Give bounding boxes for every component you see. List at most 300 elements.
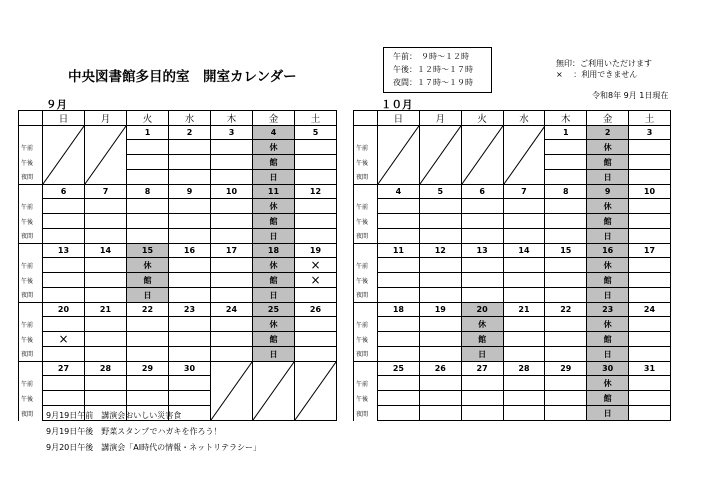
day-number: 4: [253, 126, 295, 140]
slot-cell: [378, 332, 420, 347]
slot-cell: [629, 347, 671, 362]
week-spacer: [354, 244, 378, 258]
day-number: 17: [629, 244, 671, 258]
closed-day-cell: 休: [587, 258, 629, 273]
slot-cell: [503, 391, 545, 406]
closed-day-cell: 日: [587, 229, 629, 244]
slot-cell: [211, 258, 253, 273]
day-number: 10: [629, 185, 671, 199]
day-number: 20: [461, 303, 503, 317]
slot-cell: [127, 229, 169, 244]
day-number: 8: [545, 185, 587, 199]
day-number: 4: [378, 185, 420, 199]
slot-cell: [85, 317, 127, 332]
event-note: 9月20日午後 講演会「AI時代の情報・ネットリテラシー」: [46, 443, 261, 452]
slot-label: 午前: [19, 258, 43, 273]
day-number: 11: [378, 244, 420, 258]
week-spacer: [19, 185, 43, 199]
closed-day-cell: 休: [587, 376, 629, 391]
no-date-slash: [462, 126, 503, 184]
closed-day-cell: 日: [587, 406, 629, 421]
closed-day-cell: 日: [587, 347, 629, 362]
slot-label: 午前: [19, 199, 43, 214]
opening-hours-box: [383, 47, 492, 93]
slot-cell: [211, 317, 253, 332]
slot-label: 夜間: [19, 406, 43, 421]
weekday-header: 金: [253, 111, 295, 126]
slot-cell: [545, 199, 587, 214]
day-number: 27: [461, 362, 503, 376]
empty-day: [461, 126, 503, 185]
slot-cell: [545, 288, 587, 303]
slot-cell: [461, 288, 503, 303]
slot-label: 夜間: [19, 229, 43, 244]
slot-cell: [169, 376, 211, 391]
day-number: 20: [43, 303, 85, 317]
slot-cell: [461, 214, 503, 229]
day-number: 29: [545, 362, 587, 376]
slot-cell: [503, 406, 545, 421]
day-number: 15: [545, 244, 587, 258]
day-number: 15: [127, 244, 169, 258]
slot-label: 午前: [19, 140, 43, 155]
day-number: 28: [503, 362, 545, 376]
calendar-october: [353, 110, 671, 421]
slot-cell: [419, 317, 461, 332]
day-number: 12: [295, 185, 337, 199]
closed-day-cell: 館: [587, 391, 629, 406]
slot-cell: [85, 199, 127, 214]
slot-cell: [85, 376, 127, 391]
day-number: 19: [295, 244, 337, 258]
slot-cell: [85, 229, 127, 244]
month-label-october: １０月: [381, 99, 413, 111]
slot-cell: [545, 406, 587, 421]
slot-cell: [378, 391, 420, 406]
slot-cell: [629, 258, 671, 273]
hours-evening: 夜間：１７時～１９時: [393, 78, 473, 87]
slot-cell: [545, 376, 587, 391]
slot-cell: [461, 229, 503, 244]
no-date-slash: [504, 126, 545, 184]
slot-cell: [378, 258, 420, 273]
slot-cell: [169, 140, 211, 155]
week-spacer: [19, 303, 43, 317]
slot-cell: [629, 332, 671, 347]
slot-cell: [127, 347, 169, 362]
slot-cell: [378, 288, 420, 303]
slot-cell: [127, 140, 169, 155]
slot-label: 夜間: [19, 288, 43, 303]
day-number: 9: [587, 185, 629, 199]
closed-day-cell: 館: [587, 155, 629, 170]
slot-cell: [85, 214, 127, 229]
closed-day-cell: 日: [253, 288, 295, 303]
day-number: 21: [85, 303, 127, 317]
closed-day-cell: 館: [253, 273, 295, 288]
slot-cell: [461, 258, 503, 273]
day-number: 14: [503, 244, 545, 258]
closed-day-cell: 休: [587, 140, 629, 155]
hours-morning: 午前： ９時～１２時: [393, 52, 469, 61]
slot-cell: [503, 347, 545, 362]
closed-day-cell: 日: [587, 170, 629, 185]
slot-label: 午後: [19, 391, 43, 406]
slot-cell: [211, 214, 253, 229]
day-number: 25: [253, 303, 295, 317]
week-spacer: [19, 362, 43, 376]
legend-available: 無印：ご利用いただけます: [556, 59, 652, 68]
slot-cell: [378, 317, 420, 332]
no-date-slash: [85, 126, 126, 184]
closed-day-cell: 館: [253, 214, 295, 229]
day-number: 16: [587, 244, 629, 258]
day-number: 6: [461, 185, 503, 199]
slot-cell: [629, 288, 671, 303]
day-number: 24: [629, 303, 671, 317]
day-number: 22: [545, 303, 587, 317]
closed-day-cell: 館: [587, 214, 629, 229]
day-number: 2: [587, 126, 629, 140]
slot-cell: [378, 199, 420, 214]
slot-cell: [629, 229, 671, 244]
slot-cell: [295, 170, 337, 185]
slot-label: 午後: [19, 155, 43, 170]
closed-day-cell: 休: [253, 317, 295, 332]
slot-label: 午前: [354, 199, 378, 214]
weekday-header: 日: [378, 111, 420, 126]
slot-cell: [85, 332, 127, 347]
month-label-september: ９月: [46, 99, 67, 111]
closed-day-cell: 日: [127, 288, 169, 303]
slot-cell: [85, 347, 127, 362]
slot-cell: [378, 347, 420, 362]
empty-day: [85, 126, 127, 185]
slot-cell: [295, 317, 337, 332]
slot-cell: [419, 332, 461, 347]
empty-day: [295, 362, 337, 421]
slot-cell: [211, 288, 253, 303]
slot-cell: [629, 391, 671, 406]
slot-cell: [169, 347, 211, 362]
no-date-slash: [43, 126, 84, 184]
day-number: 2: [169, 126, 211, 140]
slot-cell: [461, 376, 503, 391]
event-note: 9月19日午前 講演会おいしい災害食: [46, 411, 182, 420]
day-number: 17: [211, 244, 253, 258]
day-number: 18: [253, 244, 295, 258]
slot-cell: [211, 332, 253, 347]
slot-cell: [169, 332, 211, 347]
no-date-slash: [420, 126, 461, 184]
slot-cell: [85, 391, 127, 406]
slot-cell: [169, 170, 211, 185]
day-number: 24: [211, 303, 253, 317]
slot-cell: [629, 199, 671, 214]
no-date-slash: [378, 126, 419, 184]
day-number: 19: [419, 303, 461, 317]
slot-cell: [127, 170, 169, 185]
slot-cell: [295, 229, 337, 244]
slot-label: 午後: [354, 332, 378, 347]
day-number: 7: [503, 185, 545, 199]
slot-label: 午後: [19, 273, 43, 288]
slot-label: 午後: [354, 155, 378, 170]
day-number: 1: [127, 126, 169, 140]
slot-cell: [211, 170, 253, 185]
slot-cell: [545, 332, 587, 347]
closed-day-cell: 休: [587, 199, 629, 214]
slot-cell: [419, 273, 461, 288]
day-number: 25: [378, 362, 420, 376]
as-of-date: 令和8年 9月 1日現在: [592, 91, 669, 100]
day-number: 23: [587, 303, 629, 317]
slot-label: 午前: [354, 140, 378, 155]
day-number: 3: [629, 126, 671, 140]
slot-cell: [419, 347, 461, 362]
day-number: 31: [629, 362, 671, 376]
unavailable-mark: ×: [43, 332, 85, 347]
day-number: 8: [127, 185, 169, 199]
slot-cell: [169, 199, 211, 214]
calendar-september: [18, 110, 337, 421]
day-number: 5: [295, 126, 337, 140]
slot-cell: [419, 199, 461, 214]
closed-day-cell: 休: [253, 140, 295, 155]
slot-label: 午後: [19, 332, 43, 347]
slot-cell: [43, 288, 85, 303]
closed-day-cell: 休: [253, 258, 295, 273]
event-note: 9月19日午後 野菜スタンプでハガキを作ろう！: [46, 427, 222, 436]
slot-cell: [169, 214, 211, 229]
weekday-header: 水: [503, 111, 545, 126]
day-number: 1: [545, 126, 587, 140]
no-date-slash: [295, 362, 336, 420]
week-spacer: [19, 126, 43, 140]
closed-day-cell: 日: [461, 347, 503, 362]
day-number: 30: [587, 362, 629, 376]
day-number: 13: [43, 244, 85, 258]
slot-cell: [43, 347, 85, 362]
closed-day-cell: 館: [253, 332, 295, 347]
unavailable-mark: ×: [295, 273, 337, 288]
slot-cell: [127, 376, 169, 391]
slot-cell: [169, 155, 211, 170]
day-number: 27: [43, 362, 85, 376]
slot-cell: [419, 229, 461, 244]
legend: [556, 58, 652, 80]
closed-day-cell: 館: [587, 332, 629, 347]
week-spacer: [354, 185, 378, 199]
closed-day-cell: 日: [587, 288, 629, 303]
slot-cell: [545, 317, 587, 332]
slot-cell: [169, 258, 211, 273]
slot-cell: [127, 214, 169, 229]
day-number: 10: [211, 185, 253, 199]
slot-cell: [295, 214, 337, 229]
slot-cell: [169, 229, 211, 244]
day-number: 18: [378, 303, 420, 317]
slot-cell: [295, 199, 337, 214]
slot-cell: [378, 229, 420, 244]
slot-label: 午前: [354, 376, 378, 391]
day-number: 22: [127, 303, 169, 317]
unavailable-mark: ×: [295, 258, 337, 273]
slot-cell: [169, 391, 211, 406]
closed-day-cell: 館: [127, 273, 169, 288]
slot-cell: [629, 273, 671, 288]
weekday-header: 土: [295, 111, 337, 126]
slot-cell: [127, 391, 169, 406]
closed-day-cell: 館: [253, 155, 295, 170]
slot-cell: [629, 214, 671, 229]
slot-cell: [127, 332, 169, 347]
slot-cell: [503, 229, 545, 244]
slot-label: 夜間: [354, 406, 378, 421]
closed-day-cell: 館: [587, 273, 629, 288]
event-notes: [46, 408, 261, 456]
slot-cell: [378, 406, 420, 421]
slot-cell: [503, 376, 545, 391]
closed-day-cell: 日: [253, 170, 295, 185]
week-spacer: [354, 362, 378, 376]
slot-cell: [295, 140, 337, 155]
weekday-header: 火: [127, 111, 169, 126]
slot-cell: [211, 273, 253, 288]
slot-cell: [169, 317, 211, 332]
slot-label: 夜間: [19, 170, 43, 185]
slot-cell: [378, 376, 420, 391]
slot-label: 午後: [354, 214, 378, 229]
slot-cell: [43, 229, 85, 244]
slot-label: 午前: [354, 258, 378, 273]
slot-cell: [295, 288, 337, 303]
slot-cell: [419, 406, 461, 421]
day-number: 5: [419, 185, 461, 199]
slot-label: 夜間: [19, 347, 43, 362]
day-number: 14: [85, 244, 127, 258]
slot-cell: [43, 376, 85, 391]
slot-cell: [629, 155, 671, 170]
slot-cell: [419, 376, 461, 391]
slot-cell: [43, 258, 85, 273]
slot-cell: [545, 140, 587, 155]
slot-cell: [211, 347, 253, 362]
closed-day-cell: 日: [253, 347, 295, 362]
slot-cell: [43, 199, 85, 214]
slot-cell: [629, 170, 671, 185]
slot-cell: [169, 288, 211, 303]
slot-cell: [211, 229, 253, 244]
slot-cell: [545, 391, 587, 406]
slot-cell: [629, 317, 671, 332]
slot-label: 午前: [354, 317, 378, 332]
day-number: 6: [43, 185, 85, 199]
weekday-header: 日: [43, 111, 85, 126]
slot-cell: [503, 214, 545, 229]
header-corner: [354, 111, 378, 126]
slot-cell: [503, 288, 545, 303]
day-number: 28: [85, 362, 127, 376]
day-number: 11: [253, 185, 295, 199]
week-spacer: [354, 126, 378, 140]
slot-label: 午前: [19, 317, 43, 332]
slot-label: 午後: [354, 391, 378, 406]
day-number: 16: [169, 244, 211, 258]
closed-day-cell: 休: [253, 199, 295, 214]
weekday-header: 土: [629, 111, 671, 126]
slot-cell: [545, 347, 587, 362]
weekday-header: 水: [169, 111, 211, 126]
page-title: 中央図書館多目的室 開室カレンダー: [68, 69, 297, 85]
slot-cell: [211, 155, 253, 170]
day-number: 26: [295, 303, 337, 317]
slot-cell: [419, 214, 461, 229]
slot-cell: [419, 258, 461, 273]
day-number: 13: [461, 244, 503, 258]
closed-day-cell: 休: [461, 317, 503, 332]
legend-unavailable: × ：利用できません: [556, 70, 638, 79]
closed-day-cell: 館: [461, 332, 503, 347]
slot-cell: [461, 391, 503, 406]
weekday-header: 木: [211, 111, 253, 126]
slot-cell: [43, 317, 85, 332]
slot-label: 午後: [354, 273, 378, 288]
slot-cell: [545, 170, 587, 185]
day-number: 26: [419, 362, 461, 376]
slot-cell: [545, 155, 587, 170]
slot-cell: [503, 258, 545, 273]
day-number: 29: [127, 362, 169, 376]
slot-label: 午前: [19, 376, 43, 391]
week-spacer: [19, 244, 43, 258]
weekday-header: 木: [545, 111, 587, 126]
slot-cell: [378, 214, 420, 229]
weekday-header: 金: [587, 111, 629, 126]
slot-cell: [127, 199, 169, 214]
slot-label: 夜間: [354, 347, 378, 362]
slot-cell: [503, 317, 545, 332]
slot-cell: [629, 140, 671, 155]
slot-cell: [629, 406, 671, 421]
slot-cell: [419, 288, 461, 303]
slot-cell: [169, 273, 211, 288]
slot-cell: [85, 273, 127, 288]
day-number: 9: [169, 185, 211, 199]
empty-day: [503, 126, 545, 185]
weekday-header: 月: [85, 111, 127, 126]
slot-cell: [545, 229, 587, 244]
slot-cell: [127, 317, 169, 332]
header-corner: [19, 111, 43, 126]
slot-cell: [503, 332, 545, 347]
day-number: 23: [169, 303, 211, 317]
slot-cell: [461, 406, 503, 421]
slot-cell: [461, 199, 503, 214]
slot-label: 夜間: [354, 170, 378, 185]
slot-cell: [43, 391, 85, 406]
slot-cell: [295, 347, 337, 362]
week-spacer: [354, 303, 378, 317]
slot-cell: [545, 273, 587, 288]
weekday-header: 火: [461, 111, 503, 126]
day-number: 7: [85, 185, 127, 199]
empty-day: [43, 126, 85, 185]
slot-cell: [629, 376, 671, 391]
slot-cell: [85, 258, 127, 273]
closed-day-cell: 休: [127, 258, 169, 273]
slot-cell: [503, 273, 545, 288]
